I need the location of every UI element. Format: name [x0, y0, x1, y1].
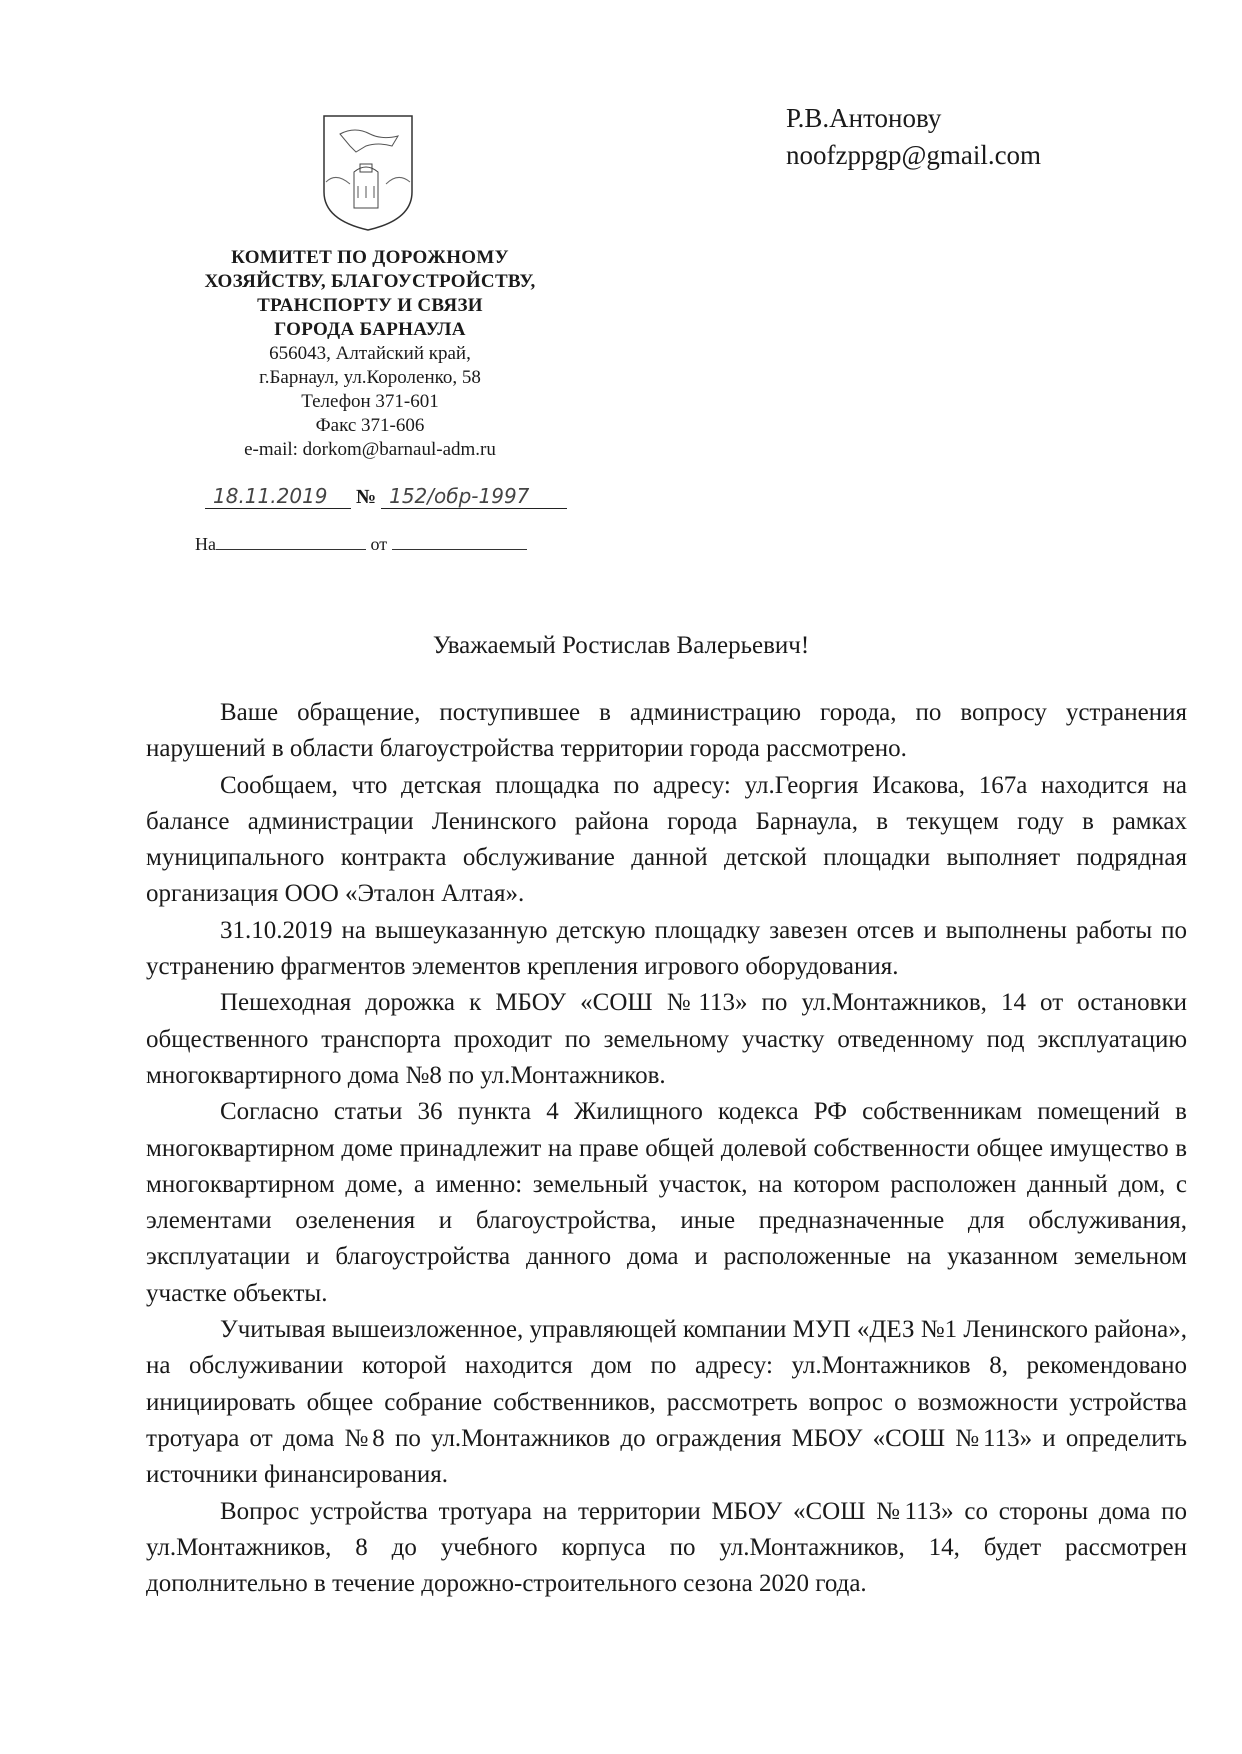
- org-line: ТРАНСПОРТУ И СВЯЗИ: [257, 295, 483, 316]
- paragraph: Вопрос устройства тротуара на территории МБОУ «СОШ №113» со стороны дома по ул.Монтажников, 8 до учебного корпуса по ул.Монтажников, 14, будет рассмотрен дополнительно в течение дорожно-строительного сезона 2020 года.: [146, 1497, 1187, 1598]
- recipient-email: noofzppgp@gmail.com: [786, 140, 1042, 170]
- registration-number: 152/обр-1997: [381, 484, 567, 509]
- email-line: e-mail: dorkom@barnaul-adm.ru: [244, 439, 496, 460]
- greeting: Уважаемый Ростислав Валерьевич!: [432, 632, 810, 659]
- na-label: На: [195, 534, 216, 554]
- recipient-block: [786, 100, 1041, 174]
- paragraph: 31.10.2019 на вышеуказанную детскую площадку завезен отсев и выполнены работы по устранению фрагментов элементов крепления игрового оборудования.: [146, 916, 1187, 981]
- phone-line: Телефон 371-601: [301, 391, 439, 412]
- paragraph: Пешеходная дорожка к МБОУ «СОШ №113» по ул.Монтажников, 14 от остановки общественного транспорта проходит по земельному участку отведенному под эксплуатацию многоквартирного дома №8 по ул.Монтажников.: [146, 989, 1187, 1089]
- registration-date: 18.11.2019: [205, 484, 351, 509]
- paragraph: Согласно статьи 36 пункта 4 Жилищного кодекса РФ собственникам помещений в многоквартирном доме принадлежит на праве общей долевой собственности общее имущество в многоквартирном доме, а именно: земельный участок, на котором расположен данный дом, с элементами озеленения и благоустройства, иные предназначенные для обслуживания, эксплуатации и благоустройства данного дома и расположенные на указанном земельном участке объекты.: [146, 1098, 1187, 1307]
- fax-line: Факс 371-606: [315, 415, 425, 436]
- letter-body: [146, 695, 1187, 1602]
- reference-line: [195, 534, 527, 555]
- org-line: ХОЗЯЙСТВУ, БЛАГОУСТРОЙСТВУ,: [204, 271, 536, 292]
- sender-block: [170, 246, 570, 462]
- paragraph: Учитывая вышеизложенное, управляющей компании МУП «ДЕЗ №1 Ленинского района», на обслуживании которой находится дом по адресу: ул.Монтажников 8, рекомендовано инициировать общее собрание собственников, рассмотреть вопрос о возможности устройства тротуара от дома №8 по ул.Монтажников до ограждения МБОУ «СОШ №113» и определить источники финансирования.: [146, 1316, 1187, 1489]
- registration-line: [205, 484, 605, 509]
- number-sign: №: [356, 486, 377, 508]
- org-line: КОМИТЕТ ПО ДОРОЖНОМУ: [231, 247, 509, 268]
- recipient-name: Р.В.Антонову: [786, 103, 942, 133]
- barnaul-coat-of-arms-icon: [320, 112, 416, 232]
- ot-label: от: [370, 534, 388, 554]
- paragraph: Сообщаем, что детская площадка по адресу: ул.Георгия Исакова, 167а находится на балансе администрации Ленинского района города Барнаула, в текущем году в рамках муниципального контракта обслуживание данной детской площадки выполняет подрядная организация ООО «Эталон Алтая».: [146, 771, 1187, 908]
- address-line: г.Барнаул, ул.Короленко, 58: [259, 367, 481, 388]
- paragraph: Ваше обращение, поступившее в администрацию города, по вопросу устранения нарушений в области благоустройства территории города рассмотрено.: [146, 699, 1187, 763]
- org-line: ГОРОДА БАРНАУЛА: [274, 319, 466, 340]
- address-line: 656043, Алтайский край,: [269, 343, 471, 364]
